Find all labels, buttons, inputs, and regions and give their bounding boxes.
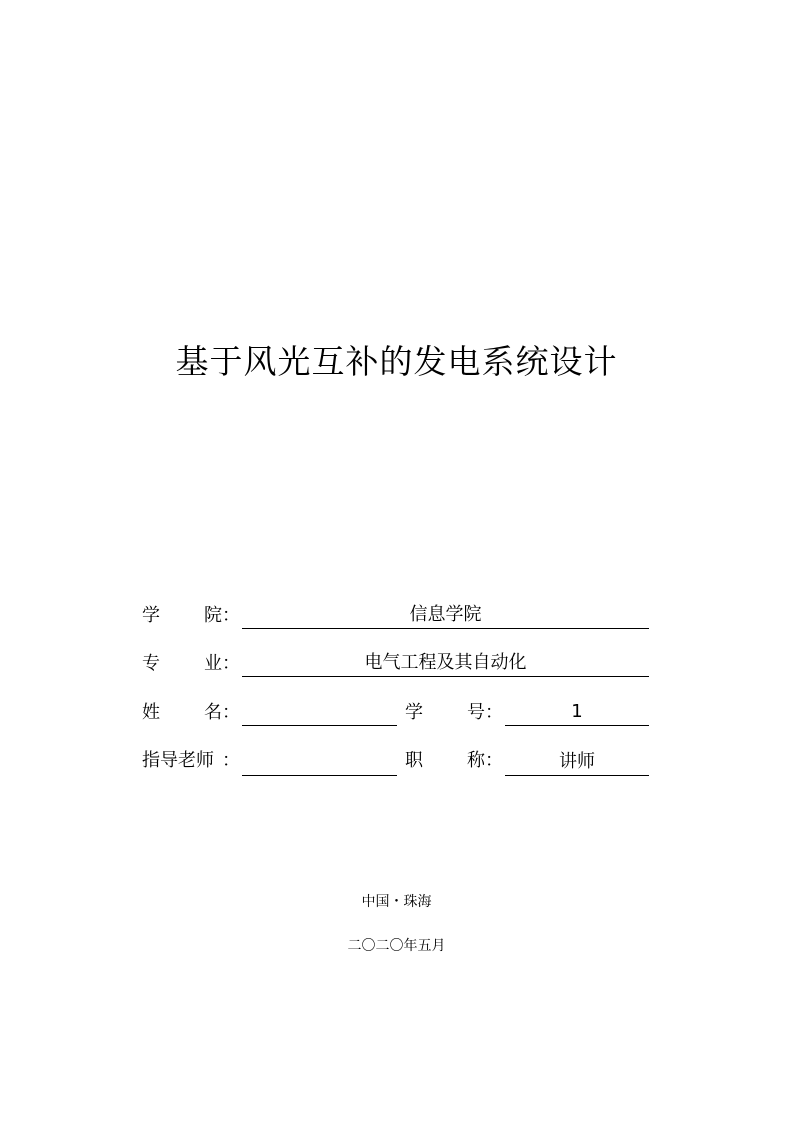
student-id-label: 学 号 — [405, 702, 485, 723]
college-label: 学 院 — [142, 605, 222, 626]
student-id-colon: ： — [485, 702, 503, 723]
title-rank-label: 职 称 — [405, 750, 485, 771]
title-rank-value: 讲师 — [505, 751, 649, 776]
thesis-title: 基于风光互补的发电系统设计 — [175, 342, 618, 381]
name-colon: ： — [222, 702, 240, 723]
major-label: 专 业 — [142, 653, 222, 674]
name-value — [242, 701, 397, 726]
footer-location: 中国・珠海 — [361, 894, 432, 910]
name-label: 姓 名 — [142, 702, 222, 723]
major-colon: ： — [222, 653, 240, 674]
footer-date: 二〇二〇年五月 — [347, 938, 446, 954]
title-rank-colon: ： — [485, 750, 503, 771]
advisor-colon: ： — [222, 750, 240, 771]
student-id-value: 1 — [505, 701, 649, 726]
college-value: 信息学院 — [242, 604, 649, 629]
major-value: 电气工程及其自动化 — [242, 652, 649, 677]
advisor-label: 指导老师 — [142, 750, 214, 771]
advisor-value — [242, 751, 397, 776]
college-colon: ： — [222, 605, 240, 626]
